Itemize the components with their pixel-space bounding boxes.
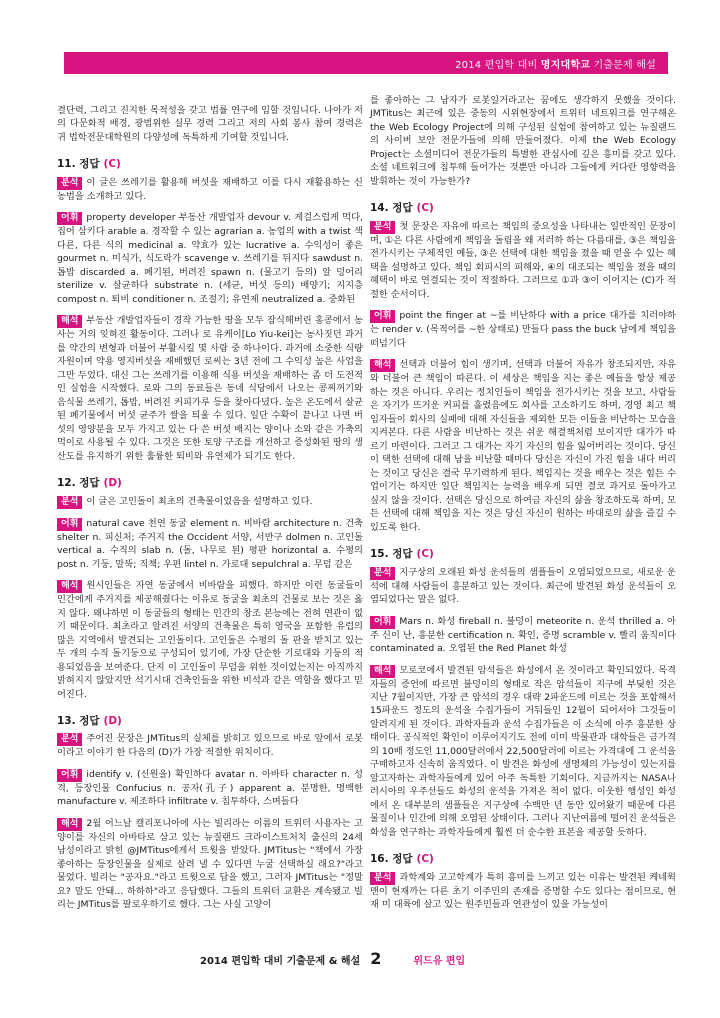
q14-vocab: [370, 309, 676, 350]
q11-number: 11. 정답: [57, 158, 100, 171]
q13-answer: (D): [103, 714, 122, 727]
q15-heading: [370, 548, 676, 561]
header-suffix: 기출문제 해설: [590, 60, 656, 71]
q15-analysis-text: 지구상의 오래된 화성 운석들의 샘플들이 오염되었으므로, 새로운 운석에 대해 사람들이 흥분하고 있는 것이다. 최근에 발견된 화성 운석들이 오염되었다는 말은 없다.: [370, 566, 676, 606]
q11-analysis: [57, 176, 363, 203]
vocab-tag: 어휘: [57, 518, 82, 531]
right-intro-paragraph: 를 좋아하는 그 남자가 로봇일거라고는 꿈에도 생각하지 못했을 것이다. JMTitus는 최근에 있은 중동의 시위현장에서 트위터 네트워크를 연구해온 the Web Ecology Project에 의해 구성된 실험에 참여하고 있는 뉴질랜드의 사이버 보안 전문가들에 의해 만들어졌다. 이제 the Web Ecology Project는 소셜미디어 전문가들의 특별한 관심사에 깊은 흥미를 갖고 있다. 소셜 네트워크에 침투해 들어가는 것뿐만 아니라 그들에게 커다란 영향력을 발휘하는 것이 가능한가?: [370, 95, 676, 187]
q11-analysis-text: 이 글은 쓰레기를 활용해 버섯을 재배하고 이를 다시 재활용하는 신농법을 소개하고 있다.: [57, 176, 363, 202]
page-footer: [200, 949, 465, 968]
q14-translation: [370, 358, 676, 534]
q12-number: 12. 정답: [57, 477, 100, 490]
footer-brand: 위드유 편입: [413, 956, 466, 967]
q14-analysis: [370, 220, 676, 301]
q12-answer: (D): [103, 477, 122, 490]
q11-vocab-text: property developer 부동산 개발업자 devour v. 게걸스럽게 먹다, 집어 삼키다 arable a. 경작할 수 있는 agrarian a. 농업의 with a twist 색다른, 다른 식의 medicinal a. 약효가 있는 lucrative a. 수익성이 좋은 gourmet n. 미식가, 식도락가 scavenge v. 쓰레기를 뒤지다 sawdust n. 톱밥 discarded a. 폐기된, 버려진 spawn n. (물고기 등의) 알 덩어리 sterilize v. 살균하다 substrate n. (세균, 버섯 등의) 배양기; 지지층 compost n. 퇴비 conditioner n. 조절기; 유연제 neutralized a. 중화된: [57, 212, 363, 305]
analysis-tag: 분석: [370, 567, 395, 580]
q15-number: 15. 정답: [370, 548, 413, 561]
analysis-tag: 분석: [370, 872, 395, 885]
q15-translation-text: 모로코에서 발견된 암석들은 화성에서 온 것이라고 확인되었다. 목격자들의 증언에 따르면 불덩이의 형태로 작은 암석들이 지구에 부딪힌 것은 지난 7월이지만, 가장 큰 암석의 경우 대략 2파운드에 이르는 것을 포함해서 15파운드 정도의 운석을 수집가들이 거둬들인 12월이 되어서야 그것들이 알려지게 된 것이다. 과학자들과 운석 수집가들은 이 소식에 아주 흥분한 상태이다. 공식적인 확인이 이루어지기도 전에 이미 박물관과 대학들은 금가격의 10배 정도인 11,000달러에서 22,500달러에 이르는 가격대에 그 운석을 구매하고자 신속히 움직였다. 이 발견은 화성에 생명체의 가능성이 있는지를 알고자하는 과학자들에게 있어 아주 독특한 기회이다. 지금까지는 NASA나 러시아의 우주선들도 화성의 운석을 가져온 적이 없다. 이웃한 행성인 화성에서 온 대부분의 샘플들은 지구상에 수백만 년 동안 있어왔기 때문에 다른 물질이나 인간에 의해 오염된 상태이다. 그러나 지난여름에 떨어진 운석들은 화성을 연구하는 과학자들에게 훨씬 더 순수한 표본을 제공할 듯하다.: [370, 664, 676, 838]
q16-number: 16. 정답: [370, 853, 413, 866]
q14-vocab-text: point the finger at ~를 비난하다 with a price 대가를 치러야하는 render v. (목적어를 ~한 상태로) 만들다 pass the buck 남에게 책임을 떠넘기다: [370, 310, 676, 349]
page-header-bar: [64, 52, 668, 74]
translation-tag: 해석: [370, 359, 395, 372]
q11-translation: [57, 314, 363, 463]
vocab-tag: 어휘: [57, 769, 82, 782]
q16-answer: (C): [416, 853, 434, 866]
q16-heading: [370, 853, 676, 866]
header-prefix: 2014 편입학 대비: [455, 60, 541, 71]
q16-analysis-text: 과학계와 고고학계가 특히 흥미를 느끼고 있는 이유는 발견된 케네윅 맨이 현재까는 다른 초기 이주민의 존재를 증명할 수도 있다는 점이므로, 현재 미 대륙에 살고 있는 원주민들과 연관성이 있을 가능성이: [370, 871, 676, 911]
q14-number: 14. 정답: [370, 202, 413, 215]
header-school: 명지대학교: [540, 60, 591, 71]
q13-translation: [57, 817, 363, 912]
q15-vocab: [370, 615, 676, 656]
vocab-tag: 어휘: [370, 310, 395, 323]
translation-tag: 해석: [57, 580, 82, 593]
translation-tag: 해석: [57, 818, 82, 831]
q12-vocab-text: natural cave 천연 동굴 element n. 비바람 architecture n. 건축 shelter n. 피신처; 주거지 the Occident 서양, 서반구 dolmen n. 고인돌 vertical a. 수직의 slab n. (돌, 나무로 된) 평판 horizontal a. 수평의 post n. 기둥, 말뚝; 직책; 우편 lintel n. 가로대 sepulchral a. 무덤 같은: [57, 517, 363, 570]
q12-vocab: [57, 517, 363, 571]
analysis-tag: 분석: [57, 177, 82, 190]
q16-analysis: [370, 871, 676, 912]
q12-analysis-text: 이 글은 고인돌이 최초의 건축물이었음을 설명하고 있다.: [86, 495, 313, 507]
q12-heading: [57, 477, 363, 490]
q13-heading: [57, 715, 363, 728]
footer-title: 2014 편입학 대비 기출문제 & 해설: [200, 956, 361, 967]
translation-tag: 해석: [370, 665, 395, 678]
q14-heading: [370, 202, 676, 215]
page-number: 2: [370, 949, 382, 968]
q13-vocab-text: identify v. (신원을) 확인하다 avatar n. 아바타 character n. 성격, 등장인물 Confucius n. 공자(孔子) apparent a. 분명한, 명백한 manufacture v. 제조하다 infiltrate v. 침투하다, 스며들다: [57, 768, 363, 808]
q13-vocab: [57, 768, 363, 809]
analysis-tag: 분석: [57, 496, 82, 509]
q15-answer: (C): [416, 548, 434, 561]
q12-translation-text: 원시인들은 자연 동굴에서 비바람을 피했다. 하지만 이런 동굴들이 인간에게 주거지를 제공해줬다는 이유로 동굴을 최초의 건물로 보는 것은 옳지 않다. 왜냐하면 이 동굴들의 형태는 인간의 창조 본능에는 전혀 연관이 없기 때문이다. 최초라고 알려진 서양의 건축물은 특히 영국을 포함한 유럽의 많은 지역에서 발견되는 고인돌이다. 고인돌은 수평의 돌 판을 받치고 있는 두 개의 수직 돌기둥으로 구성되어 있기에, 가장 단순한 기로대와 기둥의 적용되었음을 보여준다. 단지 이 고인돌이 무덤을 위한 것이었는지는 아직까지 밝혀지지 않았지만 석기시대 건축인들을 위한 비석과 같은 역할을 했다고 믿어진다.: [57, 580, 363, 700]
analysis-tag: 분석: [370, 221, 395, 234]
q11-answer: (C): [103, 158, 121, 171]
q14-analysis-text: 첫 문장은 자유에 따르는 책임의 중요성을 나타내는 일반적인 문장이며, ①은 다른 사람에게 책임을 돌림을 왜 저러하 하는 다름대를, ③은 책임을 전가시키는 구체적인 예들, ③은 선택에 대한 책임을 졌을 때 얻을 수 있는 혜택을 설명하고 있다. 책임 회피시의 피해와, ④의 대조되는 책임을 졌을 때의 혜택이 바로 연결되는 것이 적절하다. 그러므로 ①과 ③이 이어지는 (C)가 적절한 순서이다.: [370, 220, 676, 300]
q12-analysis: [57, 495, 363, 509]
q14-translation-text: 선택과 더불어 힘이 생기며, 선택과 더불어 자유가 창조되지만, 자유와 더불어 큰 책임이 따른다. 이 세상은 책임을 지는 좋은 예들을 항상 제공하는 것은 아니다. 우리는 정치인들이 책임을 전가시키는 것을 보고, 사람들은 자기가 뜨거운 커피를 흘렸음에도 회사를 고소하기도 하며, 경영 최고 책임자들이 회사의 실패에 대해 자신들을 제외한 모든 이들을 비난하는 모습을 지켜본다. 다른 사람을 비난하는 것은 쉬운 해결책처럼 보이지만 대가가 따르기 마련이다. 그러고 그 대가는 자기 자신의 힘을 잃어버리는 것이다. 당신이 택한 선택에 대해 남을 비난할 때마다 당신은 자신이 가진 힘을 내다 버리는 것이고 당신은 결국 무기력하게 된다. 책임지는 것을 배우는 것은 힘든 수업이기는 하지만 일단 책임지는 능력을 배우게 되면 결코 과거로 돌아가고 싶지 않을 것이다. 선택은 당신으로 하여금 자신의 삶을 창조하도록 하며, 모든 선택에 대해 책임을 지는 것은 당신 자신이 원하는 바대로의 삶을 즐길 수 있도록 한다.: [370, 359, 676, 533]
q11-vocab: [57, 211, 363, 306]
vocab-tag: 어휘: [57, 212, 82, 225]
q13-analysis-text: 주어진 문장은 JMTitus의 실체를 밝히고 있으므로 바로 앞에서 로봇이라고 이야기 한 다음의 (D)가 가장 적절한 위치이다.: [57, 733, 363, 759]
left-column: [57, 104, 363, 920]
q11-translation-text: 부동산 개발업자들이 경작 가능한 땅을 모두 잠식해버린 홍콩에서 농사는 거의 잊혀진 활동이다. 그러나 로 유케이[Lo Yiu-kei]는 농사짓던 과거를 약간의 변형과 더불어 부활시킬 몇 사람 중 하나이다. 과거에 소중한 식량자원이며 약용 영지버섯을 재배했던 로씨는 3년 전에 그 수익성 높은 사업을 그만 두었다. 대신 그는 쓰레기를 이용해 식용 버섯을 재배하는 좀 더 도전적인 실험을 시작했다. 로와 그의 동료들은 동네 식당에서 나오는 콩찌꺼기와 음식물 쓰레기, 톱밥, 버려진 커피가루 등을 찾아다녔다. 높은 온도에서 살균된 폐기물에서 버섯 균주가 쌀을 틔울 수 있다. 일단 수확이 끝나고 나면 버섯의 영양분을 모두 가지고 있는 다 쓴 버섯 배지는 양이나 소와 같은 가축의 먹이로 사용될 수 있다. 그것은 또한 토양 구조를 개선하고 증성화된 땅의 생산도를 유지하기 위한 훌륭한 퇴비와 유연제가 되기도 한다.: [57, 315, 363, 462]
q14-answer: (C): [416, 202, 434, 215]
q15-vocab-text: Mars n. 화성 fireball n. 불덩이 meteorite n. 운석 thrilled a. 아주 신이 난, 흥분한 certification n. 확인, 증명 scramble v. 빨리 움직이다 contaminated a. 오염된 the Red Planet 화성: [370, 615, 676, 655]
q15-translation: [370, 664, 676, 840]
analysis-tag: 분석: [57, 733, 82, 746]
left-intro-paragraph: 결단력, 그리고 진지한 목적성을 갖고 법률 연구에 임할 것입니다. 나아가 저의 다문화적 배경, 광범위한 실무 경력 그리고 저의 사회 봉사 참여 경력은 귀 법학전문대학원의 다양성에 독특하게 기여할 것입니다.: [57, 105, 363, 143]
q12-translation: [57, 579, 363, 701]
header-title: [455, 56, 656, 71]
translation-tag: 해석: [57, 315, 82, 328]
q15-analysis: [370, 566, 676, 607]
q13-analysis: [57, 732, 363, 759]
right-column: [370, 94, 676, 920]
q13-translation-text: 2월 어느날 캘리포니아에 사는 빌리라는 이름의 트위터 사용자는 고양이를 자신의 아바타로 삼고 있는 뉴질랜드 크라이스트처치 출신의 24세 남성이라고 밝힌 @JMTitus에게서 트윗을 받았다. JMTitus는 "책에서 가장 좋아하는 등장인물을 실제로 살려 낼 수 있다면 누굴 선택하실 래요?"라고 물었다. 빌리는 "공자요."라고 트윗으로 답을 했고, 그러자 JMTitus는 "정말요? 말도 안돼... 하하하"라고 응답했다. 그들의 트위터 교환은 계속됐고 빌리는 JMTitus를 팔로우하기로 했다. 그는 사실 고양이: [57, 817, 363, 911]
q13-number: 13. 정답: [57, 714, 100, 727]
q11-heading: [57, 158, 363, 171]
vocab-tag: 어휘: [370, 616, 395, 629]
